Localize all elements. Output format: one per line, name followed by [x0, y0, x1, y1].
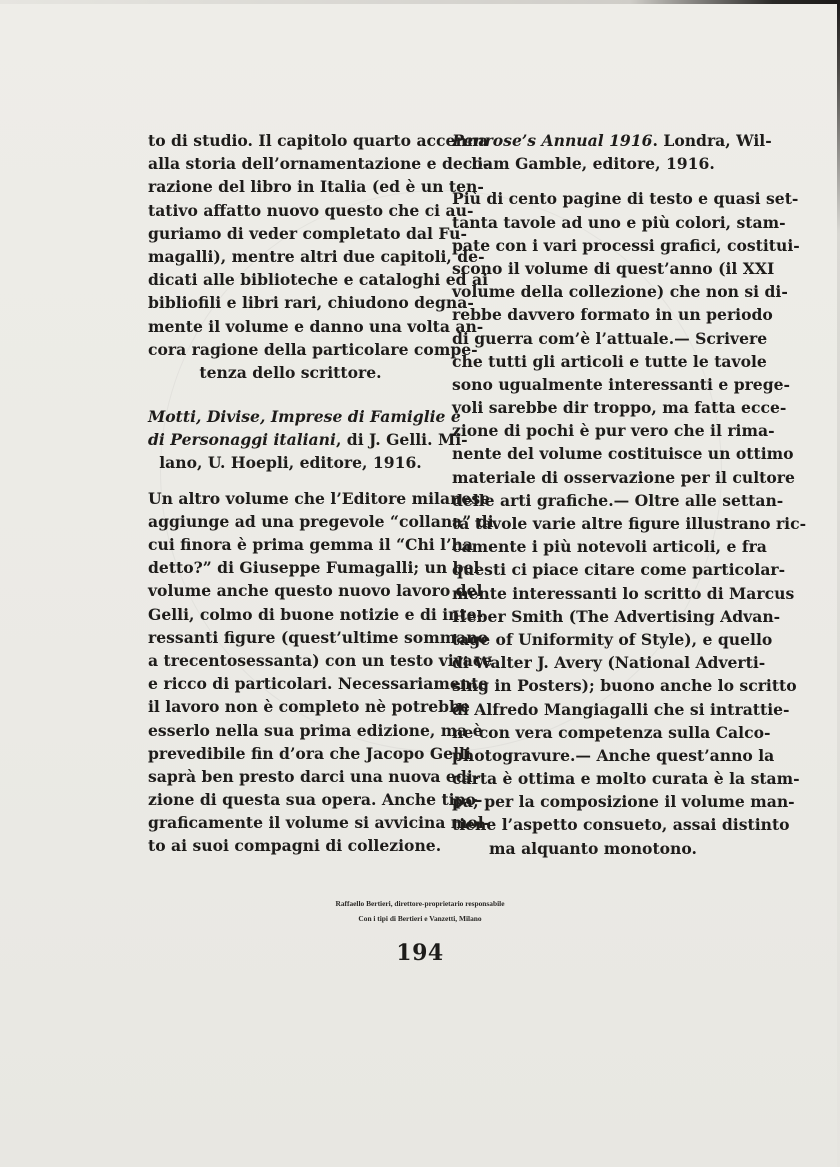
text-line: aggiunge ad una pregevole “collana” di	[148, 511, 494, 531]
text-line: zione di pochi è pur vero che il rima-	[452, 421, 775, 441]
text-line: questi ci piace citare come particolar-	[452, 560, 786, 580]
text-line: tiene l’aspetto consueto, assai distinto	[452, 815, 790, 835]
heading-line: lano, U. Hoepli, editore, 1916.	[159, 453, 422, 473]
text-line: magalli), mentre altri due capitoli, de-	[148, 246, 485, 266]
text-line: rebbe davvero formato in un periodo	[452, 305, 773, 325]
text-line: Più di cento pagine di testo e quasi set-	[452, 189, 799, 209]
book-publisher: . Londra, Wil-	[652, 131, 772, 150]
book-title-italic: di Personaggi italiani	[148, 430, 336, 450]
text-line: tanta tavole ad uno e più colori, stam-	[452, 212, 786, 232]
spacer	[452, 175, 734, 187]
left-paragraph-2	[148, 487, 494, 858]
left-column	[148, 129, 494, 858]
right-column	[452, 129, 807, 860]
text-line: camente i più notevoli articoli, e fra	[452, 537, 767, 557]
book-title-italic: Penrose’s Annual 1916	[452, 131, 653, 150]
text-line: saprà ben presto darci una nuova edi-	[148, 766, 480, 786]
text-line: di Alfredo Mangiagalli che si intrattie-	[452, 699, 790, 719]
text-line: scono il volume di quest’anno (il XXI	[452, 258, 775, 278]
text-line: tenza dello scrittore.	[199, 362, 382, 382]
text-line: Un altro volume che l’Editore milanese	[148, 488, 491, 508]
text-line: zione di questa sua opera. Anche tipo-	[148, 790, 483, 810]
text-line: Heber Smith (The Advertising Advan-	[452, 606, 781, 626]
text-line: il lavoro non è completo nè potrebbe	[148, 697, 470, 717]
text-line: razione del libro in Italia (ed è un ten-	[148, 177, 484, 197]
text-line: a trecentosessanta) con un testo vivace	[148, 650, 493, 670]
heading-line	[148, 405, 461, 428]
text-line: ta tavole varie altre figure illustrano ric-	[452, 514, 807, 533]
text-line: cui finora è prima gemma il “Chi l’ha	[148, 535, 473, 554]
text-line: mente interessanti lo scritto di Marcus	[452, 583, 795, 603]
text-line: delle arti grafiche.— Oltre alle settan-	[452, 490, 784, 510]
text-line: photogravure.— Anche quest’anno la	[452, 745, 775, 765]
text-line: to ai suoi compagni di collezione.	[148, 836, 442, 856]
left-paragraph-1	[148, 129, 490, 384]
text-line: sing in Posters); buono anche lo scritto	[452, 676, 797, 696]
page-number: 194	[396, 940, 444, 966]
text-line: graficamente il volume si avvicina mol-	[148, 813, 491, 833]
text-line: mente il volume e danno una volta an-	[148, 316, 484, 336]
text-line: volume anche questo nuovo lavoro del	[148, 581, 483, 601]
text-line: pa; per la composizione il volume man-	[452, 792, 795, 812]
text-line: ma alquanto monotono.	[489, 838, 697, 858]
text-line: che tutti gli articoli e tutte le tavole	[452, 351, 767, 371]
text-line: nente del volume costituisce un ottimo	[452, 444, 794, 464]
text-line: prevedibile fin d’ora che Jacopo Gelli	[148, 743, 471, 763]
text-line: di guerra com’è l’attuale.— Scrivere	[452, 328, 768, 348]
text-line: Gelli, colmo di buone notizie e di inte-	[148, 604, 484, 624]
text-line: esserlo nella sua prima edizione, ma è	[148, 720, 483, 740]
page-top-edge	[0, 0, 840, 4]
text-line: dicati alle biblioteche e cataloghi ed ai	[148, 270, 489, 290]
heading-line: liam Gamble, editore, 1916.	[471, 154, 715, 174]
text-line: bibliofili e libri rari, chiudono degna-	[148, 293, 474, 313]
text-line: tage of Uniformity of Style), e quello	[452, 629, 773, 649]
right-paragraph-1	[452, 187, 807, 859]
book-title-italic: Motti, Divise, Imprese di Famiglie e	[148, 407, 461, 427]
heading-line	[148, 428, 468, 451]
text-line: alla storia dell’ornamentazione e deco-	[148, 154, 490, 174]
text-line: materiale di osservazione per il cultore	[452, 467, 795, 487]
spacer	[148, 475, 433, 487]
text-line: pate con i vari processi grafici, costitui-	[452, 235, 800, 255]
text-line: e ricco di particolari. Necessariamente	[148, 674, 489, 694]
text-line: detto?” di Giuseppe Fumagalli; un bel	[148, 558, 480, 578]
spacer	[148, 384, 433, 405]
text-line: ne con vera competenza sulla Calco-	[452, 722, 771, 742]
text-line: sono ugualmente interessanti e prege-	[452, 374, 791, 394]
text-line: carta è ottima e molto curata è la stam-	[452, 769, 800, 789]
imprint-printer-line: Con i tipi di Bertieri e Vanzetti, Milano	[358, 914, 482, 923]
heading-line	[452, 129, 772, 152]
right-review-heading	[452, 129, 772, 175]
book-author: , di J. Gelli. Mi-	[335, 430, 468, 450]
text-line: cora ragione della particolare compe-	[148, 339, 478, 359]
text-line: tativo affatto nuovo questo che ci au-	[148, 200, 474, 220]
text-line: ressanti figure (quest’ultime sommano	[148, 627, 489, 647]
text-line: volume della collezione) che non si di-	[452, 282, 788, 302]
text-line: to di studio. Il capitolo quarto accenna	[148, 131, 489, 150]
left-review-heading	[148, 405, 468, 475]
text-line: di Walter J. Avery (National Adverti-	[452, 653, 766, 673]
imprint-editor-line: Raffaello Bertieri, direttore-proprietario responsabile	[335, 899, 505, 908]
text-line: voli sarebbe dir troppo, ma fatta ecce-	[452, 398, 787, 418]
text-line: guriamo di veder completato dal Fu-	[148, 223, 467, 243]
